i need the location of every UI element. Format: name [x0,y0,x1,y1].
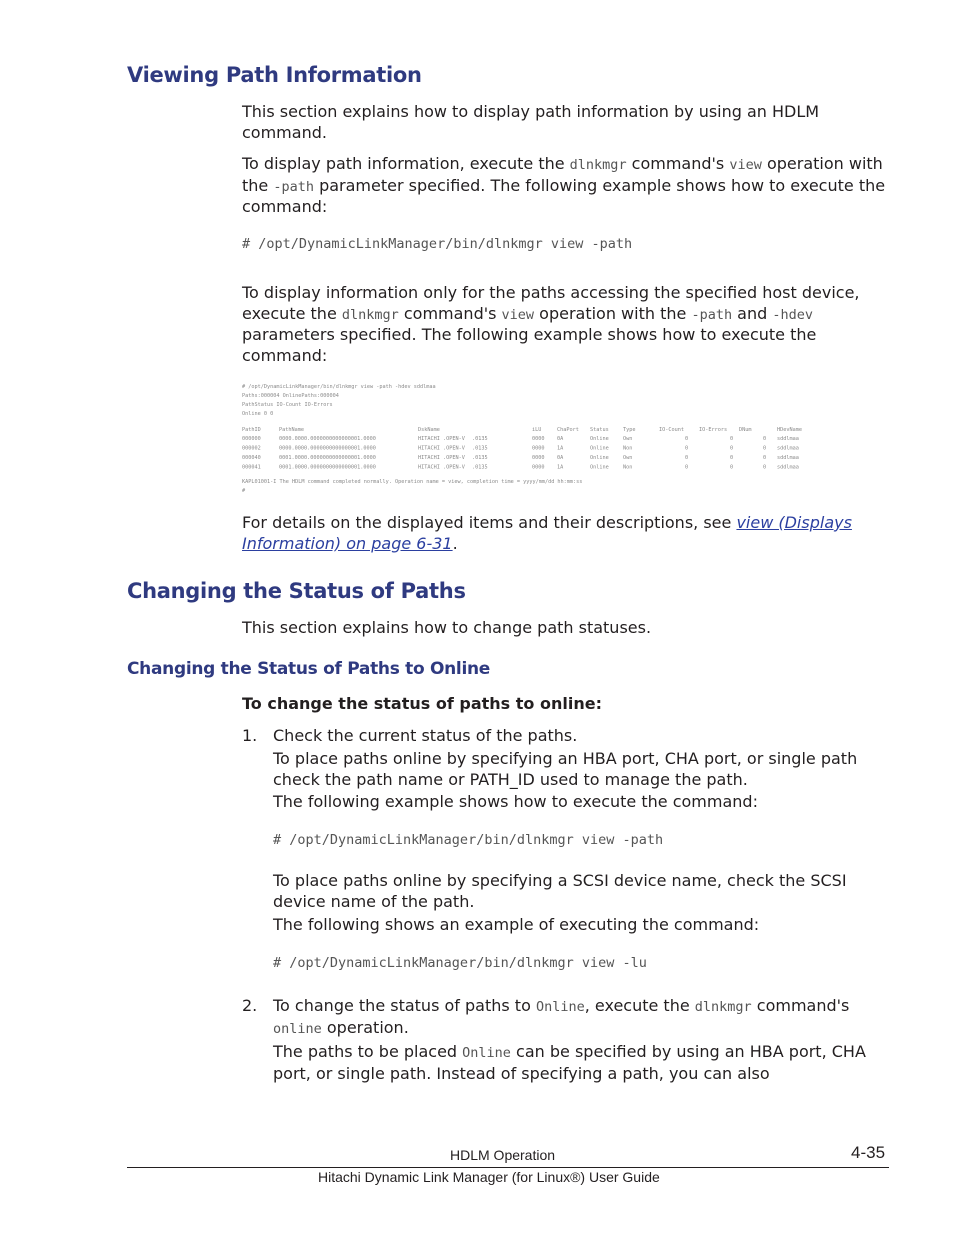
screenshot-table-cell: 0000 [532,464,545,471]
text-run: To display path information, execute the [242,154,570,173]
status-value: Online [462,1045,511,1061]
text-run: can be specified by using an HBA port, CHA port, or single path. Instead of specifying a path, you can also [273,1042,866,1083]
screenshot-table-cell: .0135 [472,464,488,471]
screenshot-table-cell: 0 [763,455,767,461]
command-name: dlnkmgr [341,306,399,323]
screenshot-column-header: ChaPort [557,427,579,433]
screenshot-table-cell: 0001.0000.0000000000000001.0000 [279,455,376,461]
screenshot-line: # /opt/DynamicLinkManager/bin/dlnkmgr view -path -hdev sddlmaa [242,384,436,390]
text-run: command's [751,996,850,1015]
screenshot-table-cell: sddlmaa [777,436,799,442]
screenshot-column-header: HDevName [777,427,802,433]
screenshot-table-cell: Online [590,436,609,442]
screenshot-table-cell: 000002 [242,445,261,452]
text-run: For details on the displayed items and their descriptions, see [242,513,737,532]
section-heading-viewing-path-information: Viewing Path Information [127,63,422,87]
parameter-name: -path [691,306,733,323]
screenshot-table-cell: .0135 [472,445,488,452]
footer-chapter-title: HDLM Operation [450,1147,556,1163]
screenshot-table-cell: 0 [685,464,689,471]
screenshot-column-header: PathName [279,427,304,433]
screenshot-table-cell: 0000.0000.0000000000000001.0000 [279,436,376,442]
operation-name: online [273,1020,322,1037]
step1-paragraph: The following example shows how to execute the command: [273,792,758,811]
changing-intro-paragraph: This section explains how to change path statuses. [242,618,652,637]
text-run: operation with the [242,154,883,195]
screenshot-table-cell: Own [623,436,633,442]
screenshot-table-cell: 000040 [242,455,261,461]
screenshot-table-cell: 0000 [532,436,545,442]
text-run: parameter specified. The following example shows how to execute the command: [242,175,886,216]
section-heading-changing-status: Changing the Status of Paths [127,579,466,603]
screenshot-path-table [242,427,802,471]
screenshot-table-cell: Online [590,455,609,461]
text-run: . [452,533,458,553]
text-run: command's [398,303,502,323]
screenshot-table-cell: Non [623,445,633,452]
viewing-intro-paragraph: This section explains how to display path information by using an HDLM command. [242,102,820,142]
screenshot-table-cell: 000000 [242,436,261,442]
screenshot-line: Paths:000004 OnlinePaths:000004 [242,393,339,399]
screenshot-column-header: IO-Errors [699,427,728,433]
screenshot-table-cell: 0 [763,436,767,442]
subsection-heading-online: Changing the Status of Paths to Online [127,659,491,679]
screenshot-table-cell: Online [590,445,609,452]
screenshot-table-cell: 1A [557,445,564,452]
operation-name: view [729,157,762,173]
command-name: dlnkmgr [694,999,752,1015]
step-number: 1. [242,726,258,745]
screenshot-table-cell: 0 [730,445,734,452]
screenshot-table-cell: Own [623,455,633,461]
step1-paragraph: To place paths online by specifying an HBA port, CHA port, or single path check the path name or PATH_ID used to manage the path. [273,749,858,789]
operation-name: view [501,306,535,323]
screenshot-table-cell: 0 [730,436,734,442]
step1-title: Check the current status of the paths. [273,726,578,745]
screenshot-table-cell: 0001.0000.0000000000000001.0000 [279,464,376,471]
screenshot-table-cell: 0A [557,455,564,461]
screenshot-table-cell: Non [623,464,633,471]
footer-divider [127,1167,889,1168]
screenshot-column-header: Status [590,427,609,433]
code-example-view-path: # /opt/DynamicLinkManager/bin/dlnkmgr view -path [273,832,664,848]
screenshot-table-cell: HITACHI .OPEN-V [418,445,465,452]
text-run: command's [626,154,730,173]
screenshot-line: PathStatus IO-Count IO-Errors [242,402,333,408]
text-run: operation with the [534,303,692,323]
screenshot-column-header: PathID [242,427,261,433]
footer-guide-title: Hitachi Dynamic Link Manager (for Linux®) User Guide [318,1169,660,1185]
parameter-name: -hdev [772,306,813,323]
step2-title [273,996,890,1039]
screenshot-prompt: # [242,488,246,494]
screenshot-column-header: iLU [532,427,542,433]
screenshot-table-cell: .0135 [472,436,488,442]
text-run: To display information only for the paths accessing the specified host device, execute the [242,283,860,323]
text-run: The paths to be placed [273,1042,463,1061]
screenshot-table-cell: 0000 [532,455,545,461]
viewing-display-paragraph [242,154,890,218]
parameter-name: -path [273,178,314,195]
screenshot-table-cell: sddlmaa [777,445,799,452]
screenshot-table-cell: 0 [730,464,734,471]
screenshot-column-header: IO-Count [659,427,684,433]
screenshot-table-cell: 0000 [532,445,545,452]
screenshot-column-header: DNum [739,427,752,433]
command-name: dlnkmgr [569,157,627,173]
code-example-view-path: # /opt/DynamicLinkManager/bin/dlnkmgr view -path [242,236,633,252]
screenshot-table-cell: 0A [557,436,564,442]
code-example-view-lu: # /opt/DynamicLinkManager/bin/dlnkmgr view -lu [273,955,647,971]
screenshot-table-cell: HITACHI .OPEN-V [418,464,465,471]
screenshot-table-cell: 0 [685,436,689,442]
viewing-details-paragraph [242,513,890,554]
text-run: and [732,303,773,323]
step-number: 2. [242,996,258,1015]
page-number: 4-35 [851,1143,886,1162]
cross-reference-link[interactable]: view (Displays Information) on page 6-31 [242,513,852,553]
command-output-screenshot [242,380,822,496]
screenshot-table-cell: 1A [557,464,564,471]
screenshot-table-cell: 0 [685,445,689,452]
screenshot-table-cell: 0000.0000.0000000000000001.0000 [279,445,376,452]
screenshot-table-cell: 0 [763,464,767,471]
procedure-title: To change the status of paths to online: [242,694,602,713]
text-run: operation. [321,1017,409,1037]
screenshot-table-cell: sddlmaa [777,455,799,461]
screenshot-table-cell: 0 [685,455,689,461]
status-value: Online [535,999,585,1015]
screenshot-table-cell: sddlmaa [777,464,799,471]
text-run: , execute the [584,996,695,1015]
screenshot-table-cell: HITACHI .OPEN-V [418,436,465,442]
screenshot-line: Online 0 0 [242,411,274,417]
screenshot-table-cell: 000041 [242,464,261,471]
screenshot-column-header: DskName [418,427,440,433]
viewing-hdev-paragraph [242,283,890,366]
screenshot-table-cell: HITACHI .OPEN-V [418,455,465,461]
screenshot-column-header: Type [623,427,636,433]
screenshot-table-cell: 0 [730,455,734,461]
step1-paragraph: The following shows an example of executing the command: [273,915,760,934]
screenshot-table-cell: 0 [763,445,767,452]
text-run: parameters specified. The following example shows how to execute the command: [242,325,817,365]
screenshot-message: KAPL01001-I The HDLM command completed normally. Operation name = view, completion time = yyyy/mm/dd hh:mm:ss [242,479,583,485]
step1-paragraph: To place paths online by specifying a SCSI device name, check the SCSI device name of the path. [273,871,847,911]
text-run: To change the status of paths to [273,996,536,1015]
screenshot-table-cell: .0135 [472,455,488,461]
step2-paragraph [273,1042,890,1084]
screenshot-table-cell: Online [590,464,609,471]
